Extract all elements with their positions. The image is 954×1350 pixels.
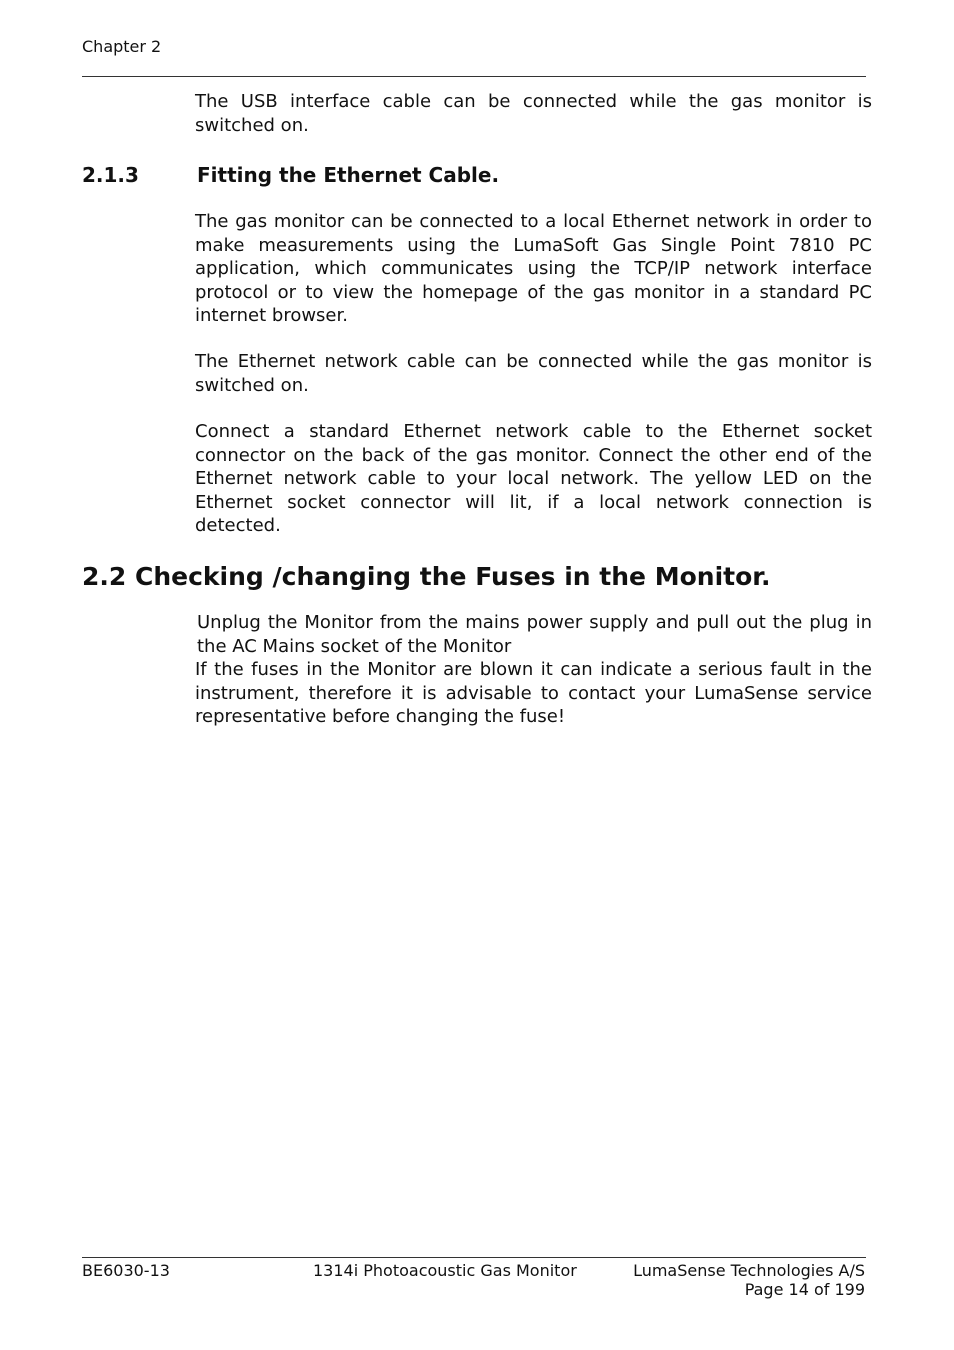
header-rule [82,76,866,77]
footer-page-number: Page 14 of 199 [744,1280,865,1299]
footer-doc-id: BE6030-13 [82,1261,170,1280]
section-number: 2.1.3 [82,163,139,187]
running-header-chapter: Chapter 2 [82,37,162,56]
ethernet-intro-paragraph: The gas monitor can be connected to a local Ethernet network in order to make measurements using the LumaSoft Gas Single Point 7810 PC application, which communicates using the TCP/IP network interface protocol or to view the homepage of the gas monitor in a standard PC internet browser. [195,211,872,326]
fuse-warning-paragraph: If the fuses in the Monitor are blown it can indicate a serious fault in the instrument, therefore it is advisable to contact your LumaSense service representative before changing the fuse! [195,659,872,727]
footer-product: 1314i Photoacoustic Gas Monitor [313,1261,577,1280]
footer-company: LumaSense Technologies A/S [633,1261,865,1280]
ethernet-hotplug-paragraph: The Ethernet network cable can be connected while the gas monitor is switched on. [195,351,872,396]
unplug-paragraph: Unplug the Monitor from the mains power supply and pull out the plug in the AC Mains socket of the Monitor [197,612,872,657]
section-title: Fitting the Ethernet Cable. [197,163,500,187]
footer-rule [82,1257,866,1258]
ethernet-connect-paragraph: Connect a standard Ethernet network cable to the Ethernet socket connector on the back of the gas monitor. Connect the other end of the Ethernet network cable to your local network. The yellow LED on the Ethernet socket connector will lit, if a local network connection is detected. [195,421,872,536]
usb-note-paragraph: The USB interface cable can be connected while the gas monitor is switched on. [195,91,872,136]
section-heading-2-2: 2.2 Checking /changing the Fuses in the Monitor. [82,562,771,591]
